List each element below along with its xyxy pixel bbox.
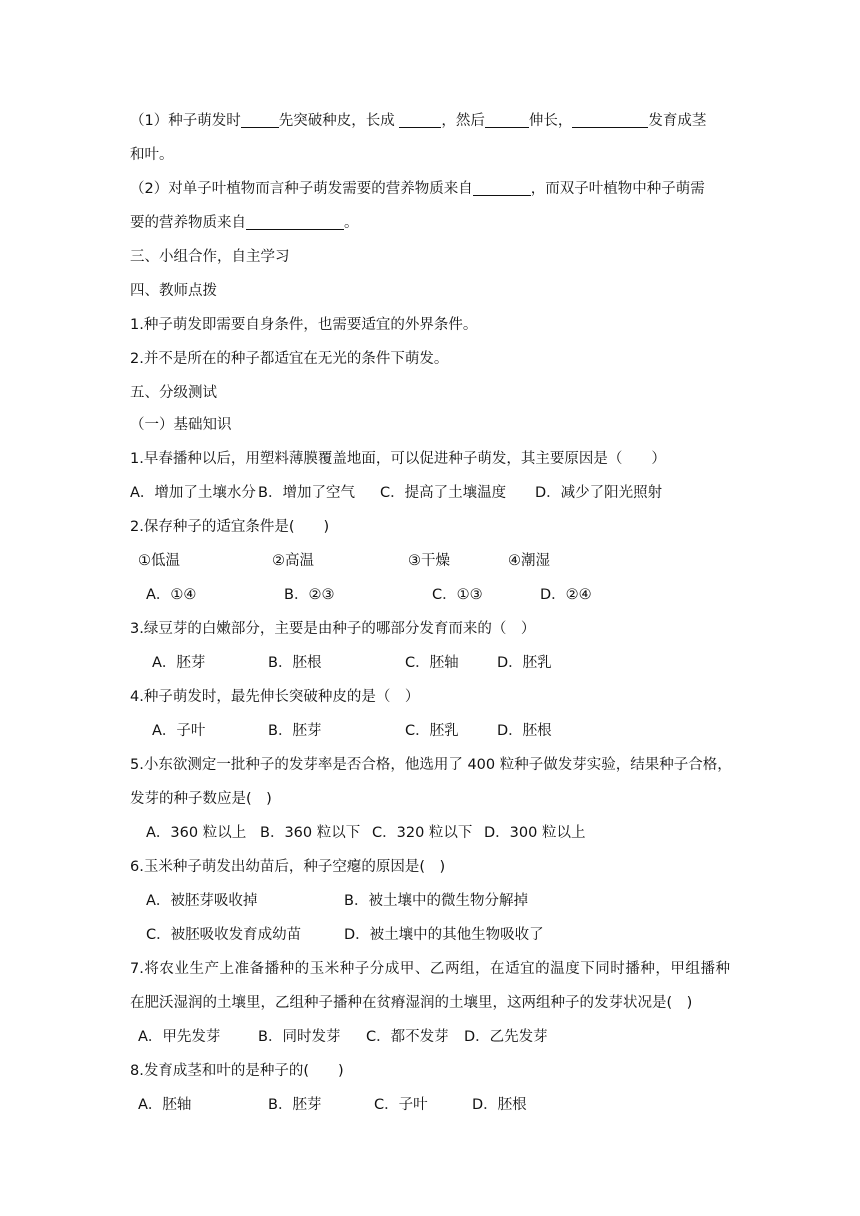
option-c[interactable]: C．被胚吸收发育成幼苗 <box>146 927 302 943</box>
answer-blank[interactable] <box>399 112 441 128</box>
question-5-stem-line-2: 发芽的种子数应是( ) <box>130 791 272 807</box>
fill-text: 要的营养物质来自 <box>130 215 246 231</box>
answer-blank[interactable] <box>485 112 529 128</box>
option-a[interactable]: A．甲先发芽 <box>138 1029 221 1045</box>
option-d[interactable]: D．乙先发芽 <box>464 1029 548 1045</box>
condition-item: ④潮湿 <box>508 553 550 569</box>
fill-text: 。 <box>344 215 359 231</box>
fill-text: 发育成茎 <box>648 113 707 129</box>
question-8-stem: 8.发育成茎和叶的是种子的( ) <box>130 1063 344 1079</box>
option-c[interactable]: C．胚轴 <box>405 655 459 671</box>
option-b[interactable]: B．胚根 <box>268 655 322 671</box>
option-d[interactable]: D．胚乳 <box>497 655 552 671</box>
fill-text: （1）种子萌发时 <box>130 113 241 129</box>
answer-blank[interactable] <box>473 180 531 196</box>
question-7-options <box>138 1027 548 1047</box>
question-5-options <box>146 823 585 843</box>
option-c[interactable]: C．胚乳 <box>405 723 459 739</box>
section-heading-3: 三、小组合作，自主学习 <box>130 249 290 265</box>
question-6-stem: 6.玉米种子萌发出幼苗后，种子空瘪的原因是( ) <box>130 859 446 875</box>
condition-item: ②高温 <box>272 553 314 569</box>
question-7-stem-line-2: 在肥沃湿润的土壤里，乙组种子播种在贫瘠湿润的土壤里，这两组种子的发芽状况是( ) <box>130 995 693 1011</box>
teacher-tip-2: 2.并不是所在的种子都适宜在无光的条件下萌发。 <box>130 351 449 367</box>
condition-item: ①低温 <box>138 553 180 569</box>
answer-blank[interactable] <box>572 112 648 128</box>
option-a[interactable]: A．增加了土壤水分 <box>130 485 256 501</box>
question-1-options <box>130 483 662 503</box>
question-8-options <box>138 1095 527 1115</box>
question-6-options-row-1 <box>146 891 528 911</box>
option-d[interactable]: D．胚根 <box>497 723 552 739</box>
question-1-stem: 1.早春播种以后，用塑料薄膜覆盖地面，可以促进种子萌发，其主要原因是（ ） <box>130 451 666 467</box>
option-b[interactable]: B．②③ <box>284 587 335 603</box>
option-d[interactable]: D．②④ <box>540 587 592 603</box>
option-d[interactable]: D．减少了阳光照射 <box>535 485 663 501</box>
condition-item: ③干燥 <box>408 553 450 569</box>
option-a[interactable]: A．被胚芽吸收掉 <box>146 893 258 909</box>
fill-text: ，然后 <box>441 113 485 129</box>
section-heading-5: 五、分级测试 <box>130 385 217 401</box>
option-b[interactable]: B．增加了空气 <box>258 485 355 501</box>
fill-question-1-line-1 <box>130 111 706 131</box>
fill-question-2-line-2 <box>130 213 359 233</box>
question-7-stem-line-1: 7.将农业生产上准备播种的玉米种子分成甲、乙两组，在适宜的温度下同时播种，甲组播种 <box>130 961 730 977</box>
subsection-heading: （一）基础知识 <box>130 417 232 433</box>
option-d[interactable]: D．胚根 <box>472 1097 527 1113</box>
question-6-options-row-2 <box>146 925 544 945</box>
question-3-stem: 3.绿豆芽的白嫩部分，主要是由种子的哪部分发育而来的（ ） <box>130 621 536 637</box>
fill-text: （2）对单子叶植物而言种子萌发需要的营养物质来自 <box>130 181 473 197</box>
question-5-stem-line-1: 5.小东欲测定一批种子的发芽率是否合格，他选用了 400 粒种子做发芽实验，结果种子合格， <box>130 757 732 773</box>
option-b[interactable]: B．同时发芽 <box>258 1029 341 1045</box>
option-a[interactable]: A．子叶 <box>152 723 206 739</box>
option-a[interactable]: A．①④ <box>146 587 197 603</box>
option-c[interactable]: C．都不发芽 <box>366 1029 449 1045</box>
question-4-stem: 4.种子萌发时，最先伸长突破种皮的是（ ） <box>130 689 420 705</box>
fill-text: 伸长， <box>528 113 573 129</box>
answer-blank[interactable] <box>246 214 344 230</box>
fill-question-1-line-2: 和叶。 <box>130 147 174 163</box>
option-a[interactable]: A．胚轴 <box>138 1097 192 1113</box>
fill-text: ，而双子叶植物中种子萌需 <box>530 181 705 197</box>
teacher-tip-1: 1.种子萌发即需要自身条件，也需要适宜的外界条件。 <box>130 317 478 333</box>
option-b[interactable]: B．360 粒以下 <box>260 825 361 841</box>
question-3-options <box>152 653 552 673</box>
question-2-conditions <box>138 551 550 571</box>
section-heading-4: 四、教师点拨 <box>130 283 217 299</box>
question-4-options <box>152 721 552 741</box>
option-c[interactable]: C．320 粒以下 <box>372 825 473 841</box>
option-d[interactable]: D．被土壤中的其他生物吸收了 <box>344 927 544 943</box>
fill-question-2-line-1 <box>130 179 705 199</box>
option-d[interactable]: D．300 粒以上 <box>484 825 586 841</box>
option-c[interactable]: C．提高了土壤温度 <box>380 485 507 501</box>
question-2-options <box>146 585 592 605</box>
option-a[interactable]: A．胚芽 <box>152 655 206 671</box>
question-2-stem: 2.保存种子的适宜条件是( ) <box>130 519 330 535</box>
option-c[interactable]: C．子叶 <box>374 1097 428 1113</box>
option-b[interactable]: B．被土壤中的微生物分解掉 <box>344 893 528 909</box>
option-b[interactable]: B．胚芽 <box>268 723 322 739</box>
fill-text: 先突破种皮，长成 <box>278 113 395 129</box>
answer-blank[interactable] <box>241 112 279 128</box>
option-b[interactable]: B．胚芽 <box>268 1097 322 1113</box>
option-c[interactable]: C．①③ <box>432 587 483 603</box>
option-a[interactable]: A．360 粒以上 <box>146 825 247 841</box>
